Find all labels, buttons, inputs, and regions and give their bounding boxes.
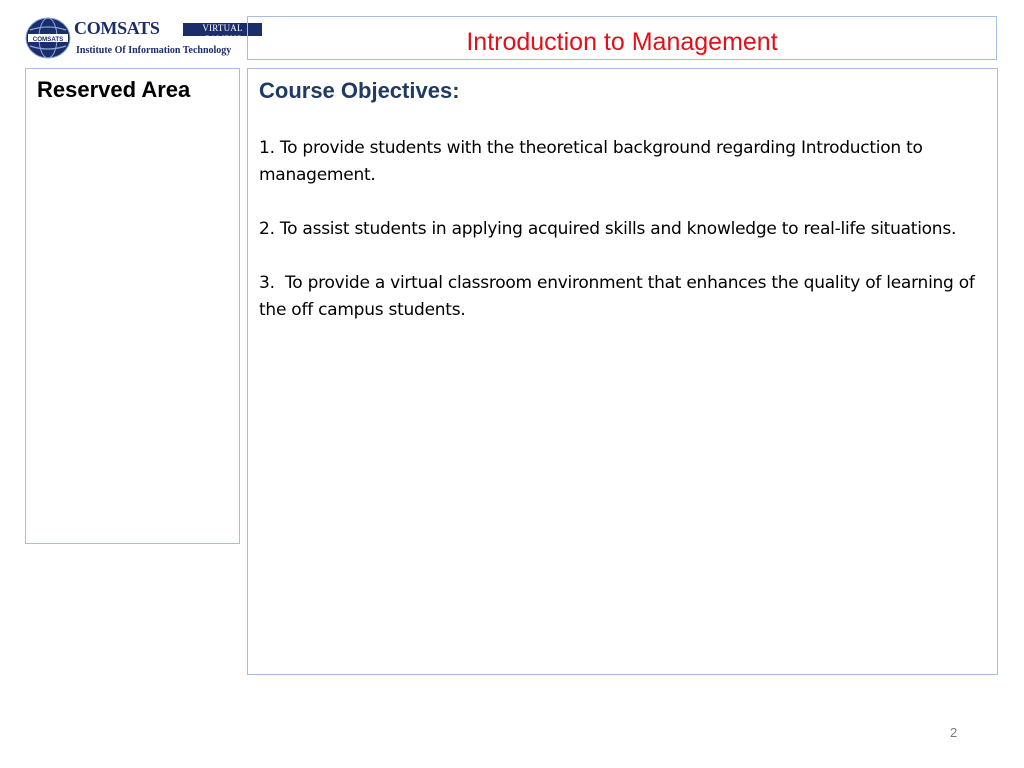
globe-text: COMSATS [32, 35, 64, 43]
page-number: 2 [950, 725, 958, 740]
reserved-area-box [25, 68, 240, 544]
section-heading: Course Objectives: [259, 78, 460, 103]
comsats-logo [24, 14, 242, 62]
logo-name: COMSATS [74, 18, 160, 38]
objective-item: 2. To assist students in applying acquired skills and knowledge to real-life situations. [259, 219, 957, 239]
slide-title: Introduction to Management [466, 28, 778, 56]
logo-subtitle: Institute Of Information Technology [76, 45, 232, 56]
globe-logo-icon [24, 16, 72, 60]
objective-item: 3. To provide a virtual classroom environment that enhances the quality of learning of the off campus students. [259, 273, 980, 320]
reserved-area-label: Reserved Area [37, 77, 191, 102]
content-box [247, 68, 998, 675]
objective-item: 1. To provide students with the theoretical background regarding Introduction to management. [259, 138, 928, 185]
slide-title-box [247, 16, 997, 60]
virtual-campus-text: VIRTUAL CAMPUS [183, 23, 262, 46]
